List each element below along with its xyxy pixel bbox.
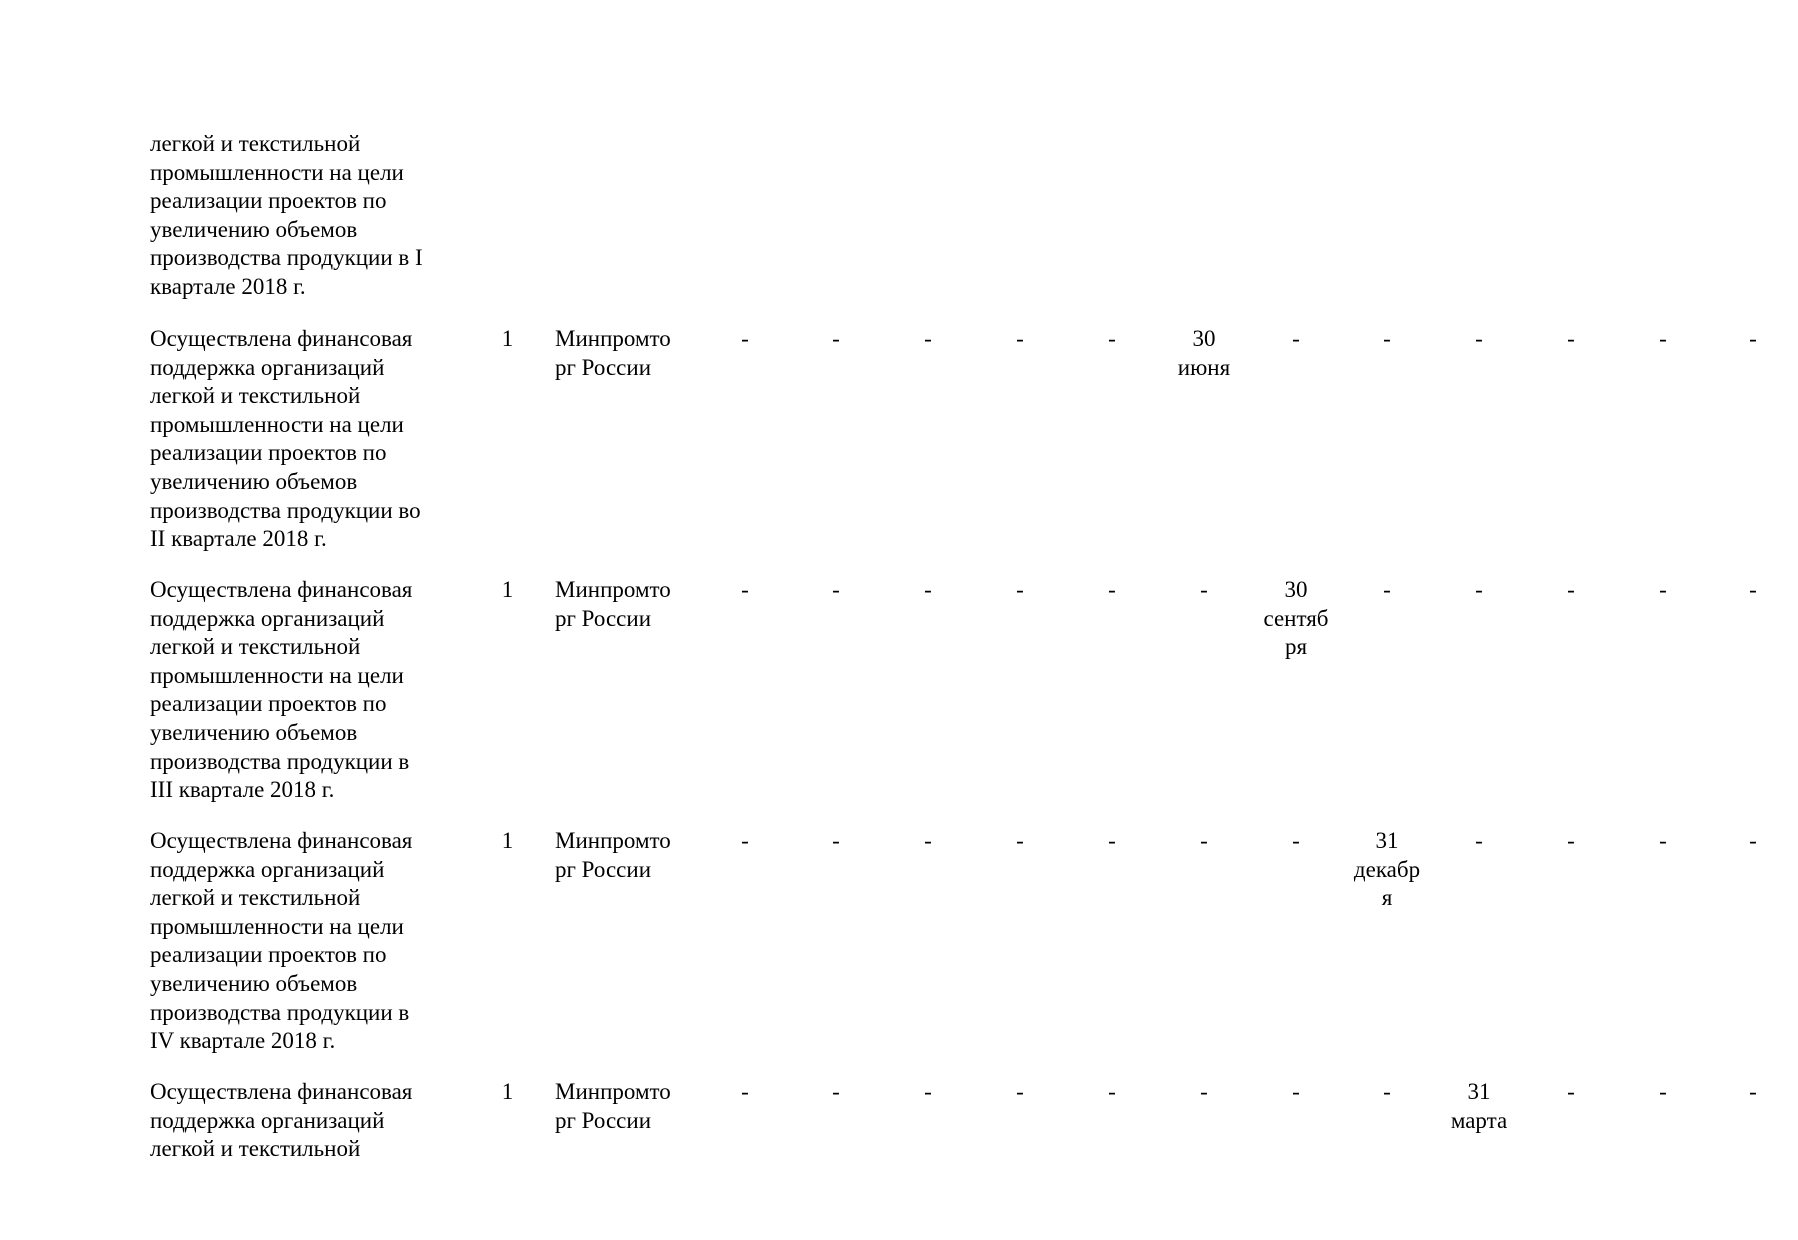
schedule-cell: - [832, 326, 840, 351]
schedule-cell: - [1659, 326, 1667, 351]
schedule-cell: - [924, 828, 932, 853]
schedule-cell: - [1383, 326, 1391, 351]
schedule-cell: - [1567, 828, 1575, 853]
schedule-cell: - [832, 1079, 840, 1104]
row-number: 1 [501, 828, 514, 853]
schedule-cell: - [832, 828, 840, 853]
row-number: 1 [501, 326, 514, 351]
schedule-cell: - [1292, 1079, 1300, 1104]
schedule-cell: 30 сентяб ря [1263, 577, 1329, 660]
schedule-cell: - [1383, 1079, 1391, 1104]
schedule-cell: - [1475, 577, 1483, 602]
schedule-cell: - [1292, 828, 1300, 853]
row-organization: Минпромто рг России [555, 1079, 671, 1133]
schedule-cell: - [924, 1079, 932, 1104]
schedule-cell: - [1749, 326, 1757, 351]
row-number: 1 [501, 1079, 514, 1104]
row-description: Осуществлена финансовая поддержка организаций легкой и текстильной промышленности на цели реализации проектов по увеличению объемов производства продукции в IV квартале 2018 г. [150, 828, 413, 1054]
schedule-cell: - [1200, 577, 1208, 602]
row-organization: Минпромто рг России [555, 577, 671, 631]
row-description: легкой и текстильной промышленности на цели реализации проектов по увеличению объемов производства продукции в I квартале 2018 г. [150, 131, 423, 299]
schedule-cell: - [741, 326, 749, 351]
schedule-cell: - [1016, 828, 1024, 853]
schedule-cell: - [1200, 828, 1208, 853]
schedule-cell: - [1108, 326, 1116, 351]
schedule-cell: - [741, 828, 749, 853]
schedule-cell: - [1567, 1079, 1575, 1104]
schedule-cell: - [1108, 577, 1116, 602]
schedule-cell: - [1383, 577, 1391, 602]
schedule-cell: - [1475, 326, 1483, 351]
schedule-cell: 30 июня [1177, 326, 1231, 380]
schedule-cell: 31 марта [1450, 1079, 1508, 1133]
row-number: 1 [501, 577, 514, 602]
schedule-cell: - [832, 577, 840, 602]
schedule-cell: - [1749, 1079, 1757, 1104]
schedule-cell: - [741, 1079, 749, 1104]
schedule-cell: - [1475, 828, 1483, 853]
schedule-cell: - [924, 577, 932, 602]
schedule-cell: - [1016, 326, 1024, 351]
schedule-cell: - [1016, 577, 1024, 602]
schedule-cell: - [1659, 1079, 1667, 1104]
row-description: Осуществлена финансовая поддержка организаций легкой и текстильной [150, 1079, 413, 1162]
schedule-cell: - [1292, 326, 1300, 351]
schedule-cell: - [1659, 577, 1667, 602]
schedule-cell: 31 декабр я [1353, 828, 1421, 911]
row-description: Осуществлена финансовая поддержка организаций легкой и текстильной промышленности на цели реализации проектов по увеличению объемов производства продукции в III квартале 2018 г. [150, 577, 413, 803]
schedule-cell: - [1108, 1079, 1116, 1104]
schedule-cell: - [1749, 577, 1757, 602]
schedule-cell: - [1567, 326, 1575, 351]
schedule-cell: - [924, 326, 932, 351]
schedule-cell: - [1200, 1079, 1208, 1104]
schedule-cell: - [1108, 828, 1116, 853]
row-organization: Минпромто рг России [555, 828, 671, 882]
schedule-cell: - [1659, 828, 1667, 853]
schedule-cell: - [741, 577, 749, 602]
row-description: Осуществлена финансовая поддержка организаций легкой и текстильной промышленности на цели реализации проектов по увеличению объемов производства продукции во II квартале 2018 г. [150, 326, 421, 552]
row-organization: Минпромто рг России [555, 326, 671, 380]
schedule-cell: - [1016, 1079, 1024, 1104]
schedule-cell: - [1749, 828, 1757, 853]
schedule-cell: - [1567, 577, 1575, 602]
